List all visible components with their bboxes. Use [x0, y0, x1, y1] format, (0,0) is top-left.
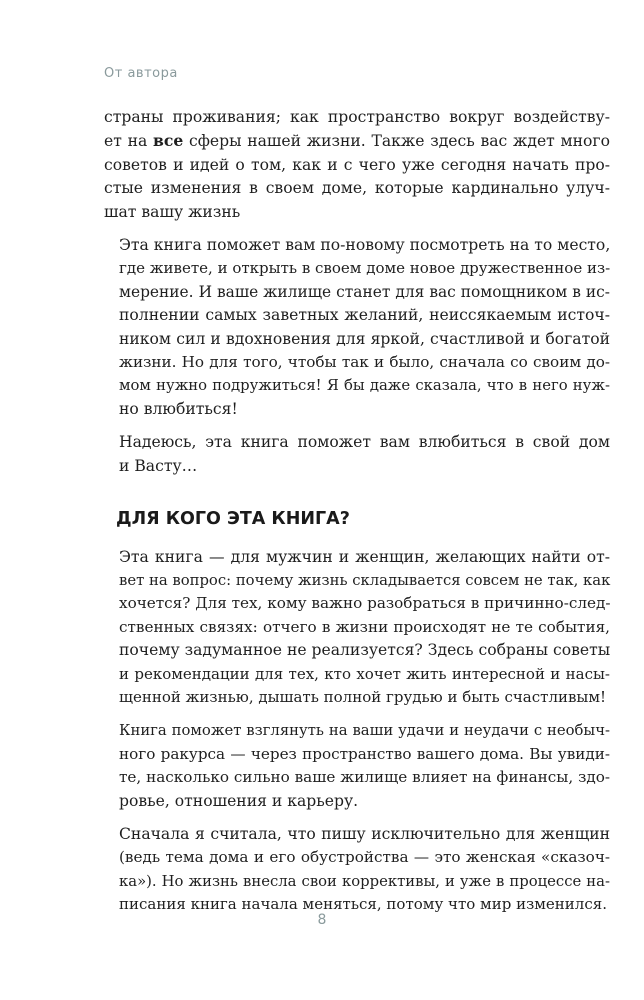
text-line: но влюбиться! — [119, 399, 238, 418]
text-line: почему задуманное не реализуется? Здесь собраны советы — [119, 641, 611, 660]
text-line: жизни. Но для того, чтобы так и было, сначала со своим до- — [119, 353, 610, 372]
text-line: полнении самых заветных желаний, неиссякаемым источ- — [119, 306, 610, 325]
text-line: ка»). Но жизнь внесла свои коррективы, и уже в процессе на- — [119, 872, 610, 890]
text-line: ственных связях: отчего в жизни происходят не те события, — [119, 617, 610, 636]
text-line: Эта книга — для мужчин и женщин, желающих найти от- — [119, 547, 610, 566]
text-line: Надеюсь, эта книга поможет вам влюбиться в свой дом — [119, 433, 610, 452]
text-line: писания книга начала меняться, потому что мир изменился. — [119, 895, 607, 914]
text-line: Книга поможет взглянуть на ваши удачи и неудачи с необыч- — [119, 722, 610, 740]
paragraph-5 — [104, 719, 610, 813]
text-line: шат вашу жизнь — [104, 202, 241, 221]
paragraph-2 — [104, 234, 610, 421]
text-line: хочется? Для тех, кому важно разобраться в причинно-след- — [119, 594, 611, 613]
text-line: мом нужно подружиться! Я бы даже сказала, что в него нуж- — [119, 377, 610, 395]
emphasis: все — [152, 131, 184, 151]
text-line: ником сил и вдохновения для яркой, счастливой и богатой — [119, 329, 610, 348]
page-body — [104, 106, 610, 927]
text-line: стые изменения в своем доме, которые кардинально улуч- — [104, 179, 610, 198]
paragraph-1 — [104, 106, 610, 224]
text-line: щенной жизнью, дышать полной грудью и быть счастливым! — [119, 687, 607, 706]
text-line: мерение. И ваше жилище станет для вас помощником в ис- — [119, 282, 610, 301]
text-line: где живете, и открыть в своем доме новое дружественное из- — [119, 259, 611, 278]
paragraph-4 — [104, 546, 610, 710]
text-line: вет на вопрос: почему жизнь складывается совсем не так, как — [119, 571, 611, 589]
text-line: Эта книга поможет вам по-новому посмотреть на то место, — [119, 236, 611, 255]
running-head: От автора — [104, 66, 178, 81]
text-line: ного ракурса — через пространство вашего дома. Вы увиди- — [119, 744, 610, 763]
text-line: страны проживания; как пространство вокруг воздейству- — [104, 108, 610, 126]
paragraph-3 — [104, 431, 610, 478]
text-line: советов и идей о том, как и с чего уже сегодня начать про- — [104, 155, 610, 174]
text-line: (ведь тема дома и его обустройства — это женская «сказоч- — [119, 848, 610, 867]
section-heading: ДЛЯ КОГО ЭТА КНИГА? — [116, 509, 350, 530]
paragraph-6 — [104, 823, 610, 917]
text-line: ет на все сферы нашей жизни. Также здесь вас ждет много — [104, 131, 610, 151]
text-line: Сначала я считала, что пишу исключительно для женщин — [119, 824, 610, 843]
text-line: и Васту… — [119, 456, 198, 475]
page-number: 8 — [317, 912, 327, 928]
text-line: те, насколько сильно ваше жилище влияет на финансы, здо- — [119, 768, 610, 787]
text-line: ровье, отношения и карьеру. — [119, 791, 359, 810]
text-line: и рекомендации для тех, кто хочет жить интересной и насы- — [119, 664, 610, 683]
